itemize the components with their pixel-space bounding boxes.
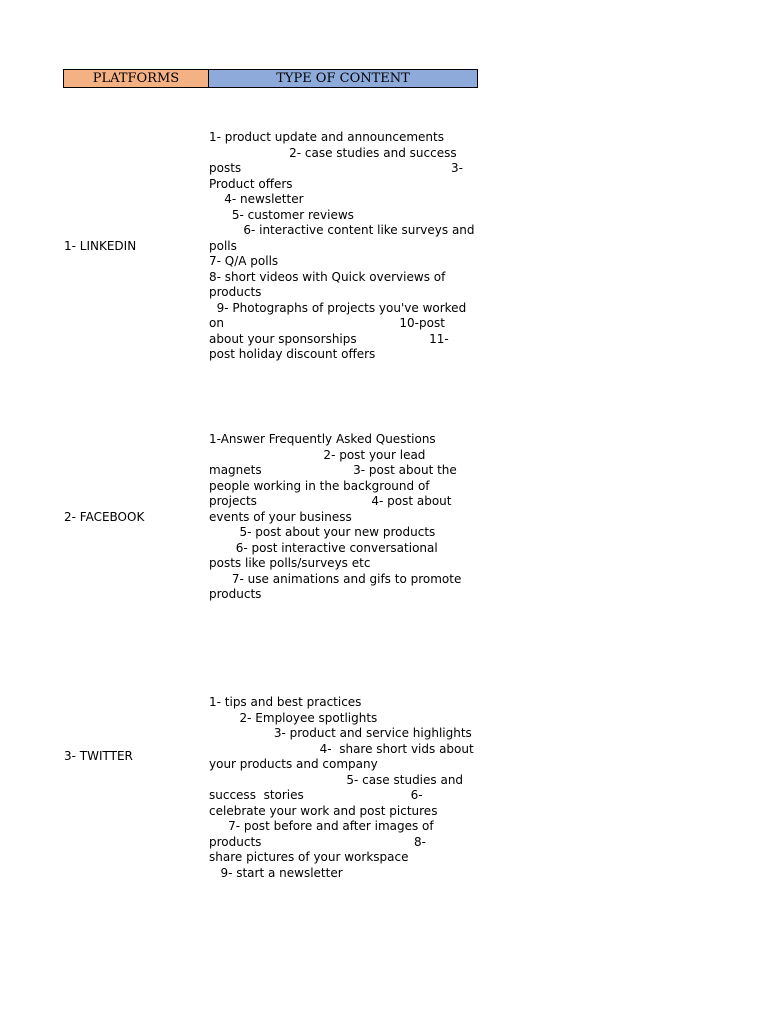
content-line: 9- Photographs of projects you've worked: [209, 300, 467, 315]
content-line: 2- post your lead: [209, 447, 426, 462]
linkedin-content: [209, 130, 477, 363]
platform-facebook: 2- FACEBOOK: [64, 510, 145, 524]
content-line: 7- Q/A polls: [209, 254, 279, 268]
content-line: 1-Answer Frequently Asked Questions: [209, 432, 436, 446]
content-line: 2- Employee spotlights: [209, 710, 378, 725]
content-line: Product offers: [209, 176, 293, 191]
content-line: 2- case studies and success: [209, 145, 457, 160]
content-line: magnets 3- post about the: [209, 463, 457, 477]
platforms-header: PLATFORMS: [63, 69, 209, 88]
content-line: about your sponsorships 11-: [209, 331, 449, 346]
content-line: celebrate your work and post pictures: [209, 803, 438, 818]
content-line: success stories 6-: [209, 788, 423, 802]
platform-twitter: 3- TWITTER: [64, 749, 133, 763]
content-line: 4- share short vids about: [209, 741, 474, 756]
content-line: on 10-post: [209, 316, 445, 330]
content-line: 5- post about your new products: [209, 525, 436, 539]
content-line: share pictures of your workspace: [209, 850, 409, 864]
content-line: posts like polls/surveys etc: [209, 556, 371, 570]
content-line: 9- start a newsletter: [209, 865, 343, 880]
content-line: 1- tips and best practices: [209, 695, 362, 709]
content-line: post holiday discount offers: [209, 347, 376, 361]
content-line: 1- product update and announcements: [209, 130, 444, 144]
content-line: events of your business: [209, 509, 352, 524]
content-line: posts 3-: [209, 161, 463, 175]
twitter-content: [209, 695, 477, 881]
content-line: products: [209, 285, 262, 299]
content-line: projects 4- post about: [209, 494, 452, 508]
content-line: polls: [209, 238, 237, 253]
content-line: 8- short videos with Quick overviews of: [209, 269, 446, 284]
content-line: 6- post interactive conversational: [209, 540, 438, 555]
content-line: 7- post before and after images of: [209, 819, 434, 833]
content-line: 7- use animations and gifs to promote: [209, 571, 462, 586]
content-line: your products and company: [209, 757, 378, 771]
content-line: 5- customer reviews: [209, 207, 354, 222]
content-line: 6- interactive content like surveys and: [209, 223, 475, 237]
platform-linkedin: 1- LINKEDIN: [64, 239, 137, 253]
content-line: 5- case studies and: [209, 772, 464, 787]
content-line: products 8-: [209, 834, 426, 849]
content-line: products: [209, 587, 262, 601]
content-line: 3- product and service highlights: [209, 726, 472, 740]
content-line: 4- newsletter: [209, 192, 304, 206]
facebook-content: [209, 432, 477, 603]
type-of-content-header: TYPE OF CONTENT: [208, 69, 478, 88]
content-line: people working in the background of: [209, 478, 430, 493]
